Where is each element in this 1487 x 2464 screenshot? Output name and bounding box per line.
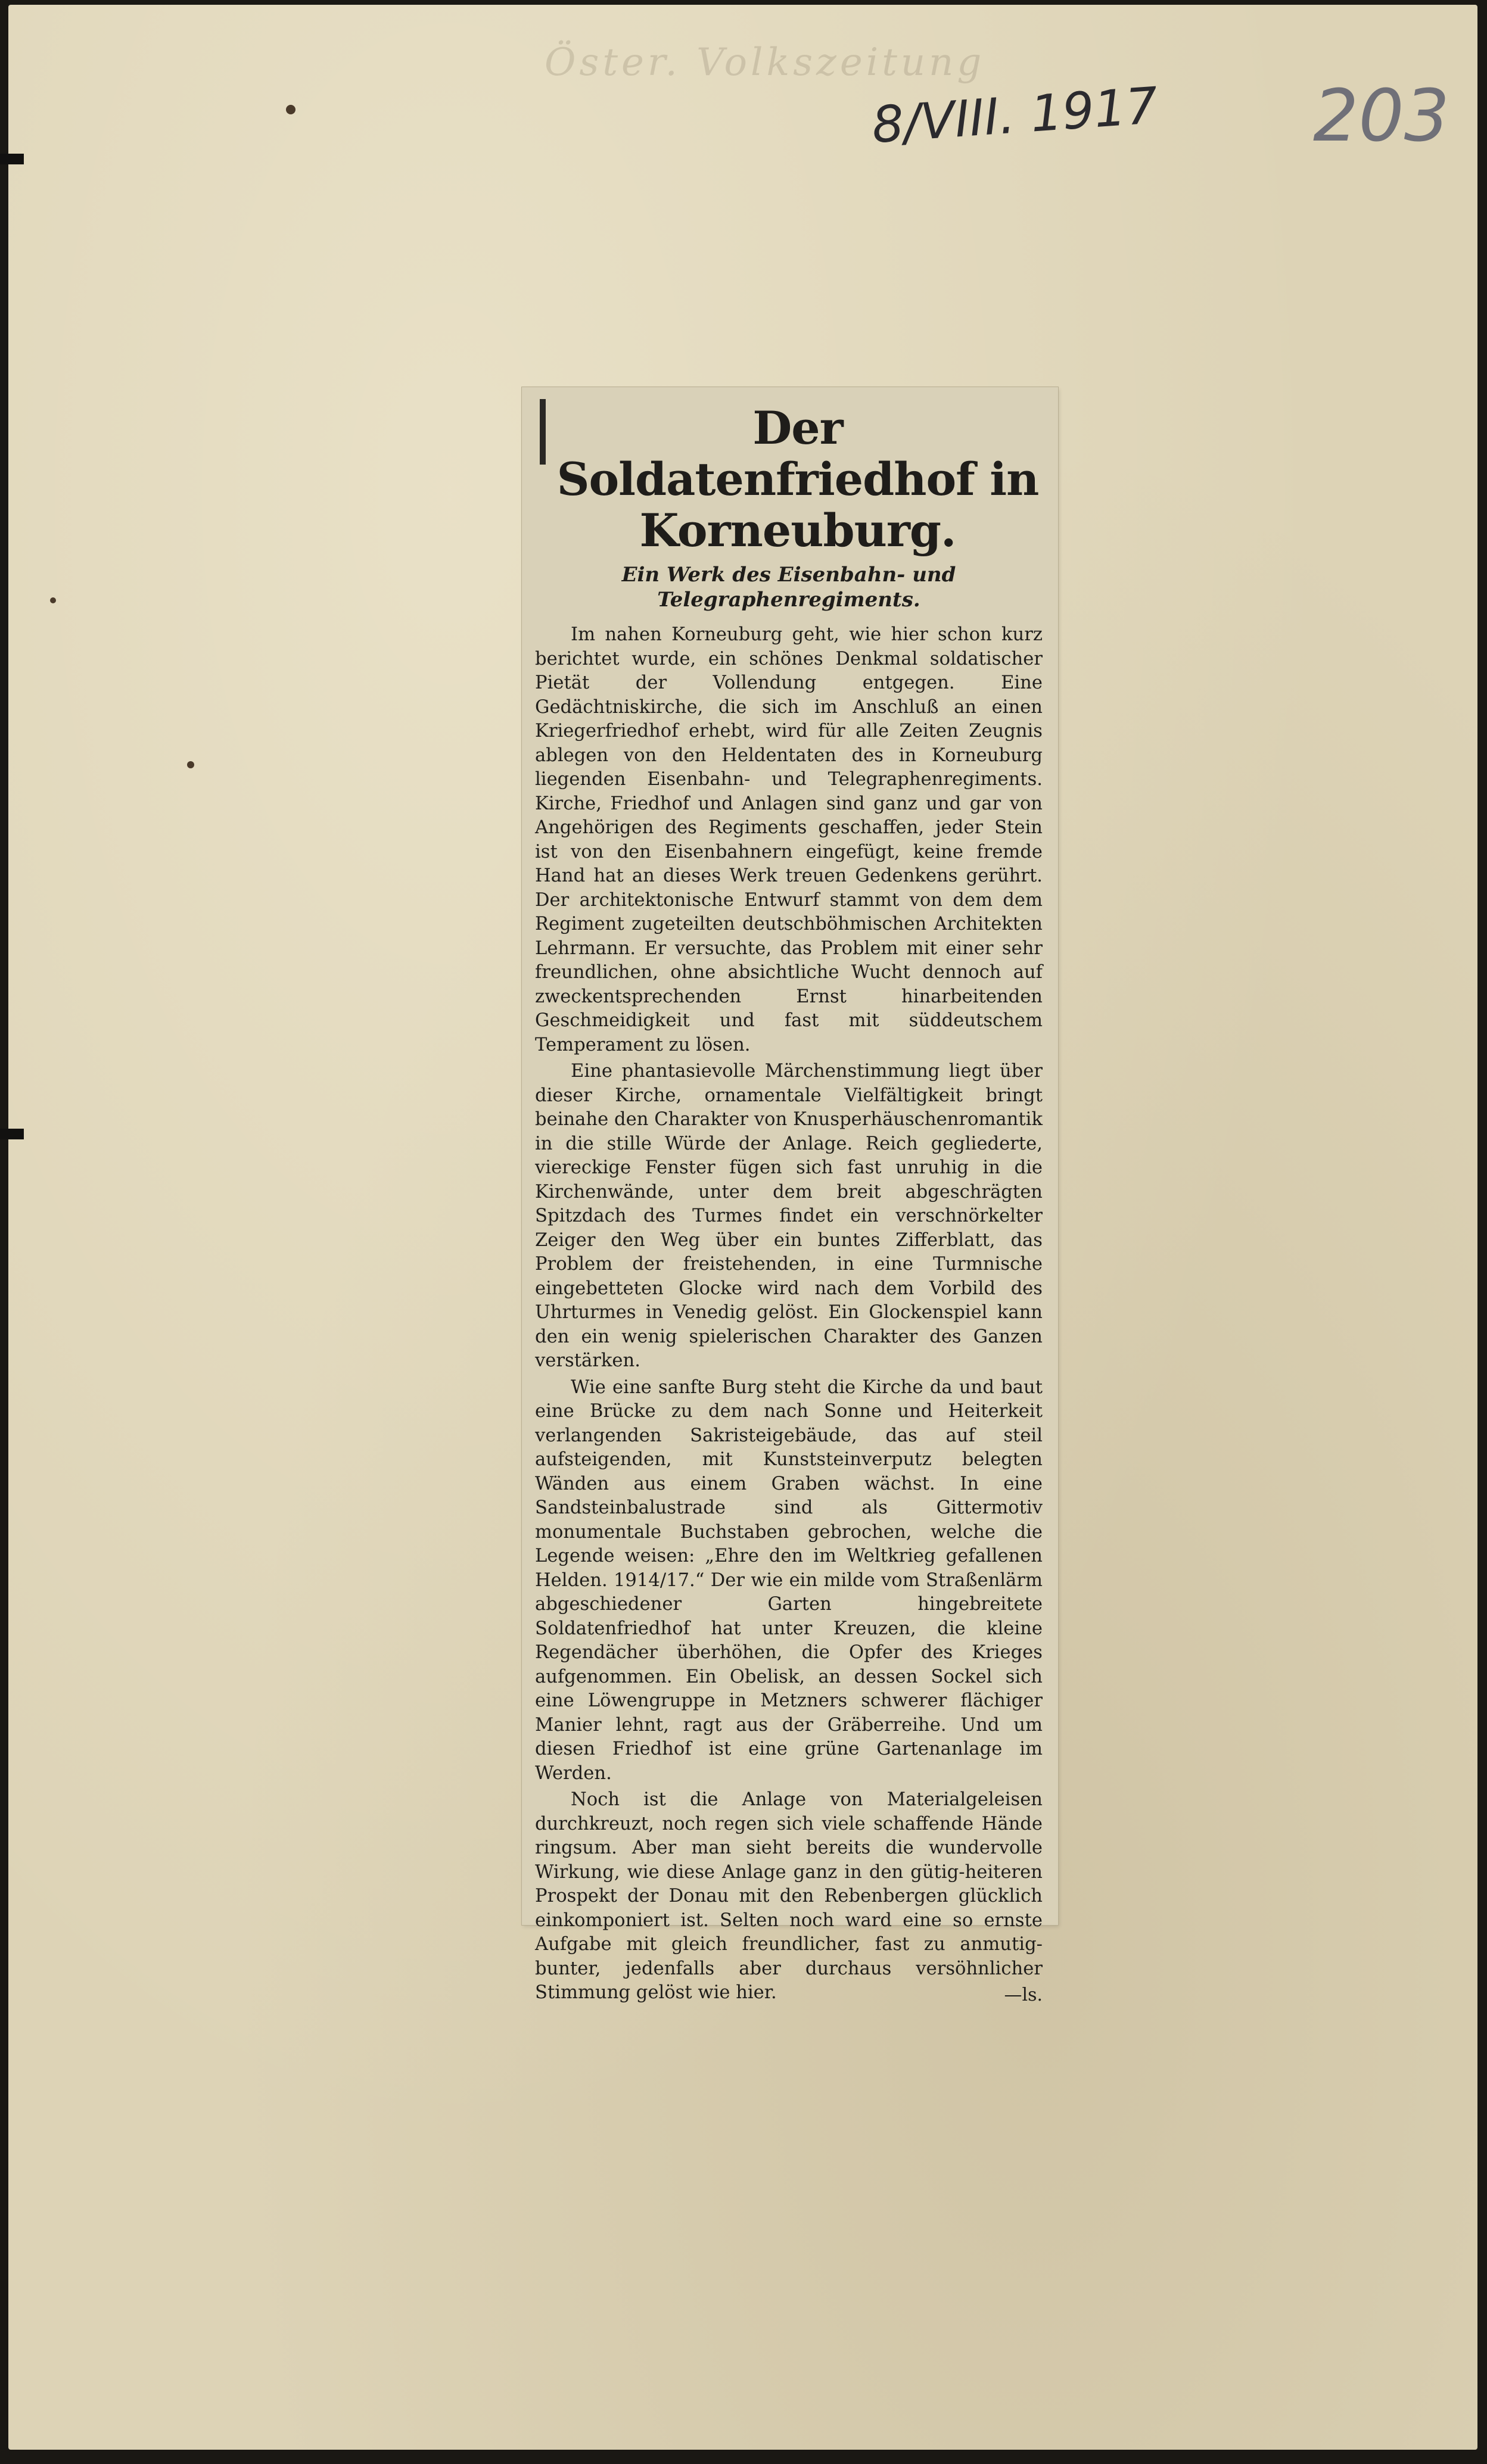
binding-mark xyxy=(0,154,24,164)
article-paragraph: Eine phantasievolle Märchenstimmung liegt über dieser Kirche, ornamentale Vielfältigkeit bringt beinahe den Charakter von Knusperhäuschenromantik in die stille Würde der Anlage. Reich gegliederte, viereckige Fenster fügen sich fast unruhig in die Kirchenwände, unter dem breit abgeschrägten Spitzdach des Turmes findet ein verschnörkelter Zeiger den Weg über ein buntes Zifferblatt, das Problem der freistehenden, in eine Turmnische eingebetteten Glocke wird nach dem Vorbild des Uhrturmes in Venedig gelöst. Ein Glockenspiel kann den ein wenig spielerischen Charakter des Ganzen verstärken. xyxy=(535,1061,1043,1371)
author-signature: —ls. xyxy=(1004,1984,1043,2005)
handwritten-date: 8/VIII. 1917 xyxy=(870,76,1160,155)
stain-mark xyxy=(286,105,295,114)
newspaper-stamp: Öster. Volkszeitung xyxy=(545,41,985,85)
clipping-column-rule xyxy=(540,399,546,465)
article-headline: Der Soldatenfriedhof in Korneuburg. xyxy=(556,401,1039,557)
newspaper-clipping xyxy=(522,387,1058,2005)
page-number: 203 xyxy=(1313,75,1450,158)
stain-mark xyxy=(50,597,56,603)
stain-mark xyxy=(187,761,194,768)
binding-mark xyxy=(0,1129,24,1139)
article-paragraph: Im nahen Korneuburg geht, wie hier schon kurz berichtet wurde, ein schönes Denkmal soldatischer Pietät der Vollendung entgegen. Eine Gedächtniskirche, die sich im Anschluß an einen Kriegerfriedhof erhebt, wird für alle Zeiten Zeugnis ablegen von den Heldentaten des in Korneuburg liegenden Eisenbahn- und Telegraphenregiments. Kirche, Friedhof und Anlagen sind ganz und gar von Angehörigen des Regiments geschaffen, jeder Stein ist von den Eisenbahnern eingefügt, keine fremde Hand hat an dieses Werk treuen Gedenkens gerührt. Der architektonische Entwurf stammt von dem dem Regiment zugeteilten deutschböhmischen Architekten Lehrmann. Er versuchte, das Problem mit einer sehr freundlichen, ohne absichtliche Wucht dennoch auf zweckentsprechenden Ernst hinarbeitenden Geschmeidigkeit und fast mit süddeutschem Temperament zu lösen. xyxy=(535,624,1043,1055)
archive-sheet xyxy=(8,5,1477,2450)
article-paragraph: Noch ist die Anlage von Materialgeleisen durchkreuzt, noch regen sich viele schaffende Hände ringsum. Aber man sieht bereits die wundervolle Wirkung, wie diese Anlage ganz in den gütig-heiteren Prospekt der Donau mit den Rebenbergen glücklich einkomponiert ist. Selten noch ward eine so ernste Aufgabe mit gleich freundlicher, fast zu anmutig-bunter, jedenfalls aber durchaus versöhnlicher Stimmung gelöst wie hier. xyxy=(535,1789,1043,2003)
article-subheadline: Ein Werk des Eisenbahn- und Telegraphenregiments. xyxy=(621,563,956,612)
article-paragraph: Wie eine sanfte Burg steht die Kirche da und baut eine Brücke zu dem nach Sonne und Heiterkeit verlangenden Sakristeigebäude, das auf steil aufsteigenden, mit Kunststeinverputz belegten Wänden aus einem Graben wächst. In eine Sandsteinbalustrade sind als Gittermotiv monumentale Buchstaben gebrochen, welche die Legende weisen: „Ehre den im Weltkrieg gefallenen Helden. 1914/17.“ Der wie ein milde vom Straßenlärm abgeschiedener Garten hingebreitete Soldatenfriedhof hat unter Kreuzen, die kleine Regendächer überhöhen, die Opfer des Krieges aufgenommen. Ein Obelisk, an dessen Sockel sich eine Löwengruppe in Metzners schwerer flächiger Manier lehnt, ragt aus der Gräberreihe. Und um diesen Friedhof ist eine grüne Gartenanlage im Werden. xyxy=(535,1376,1043,1784)
